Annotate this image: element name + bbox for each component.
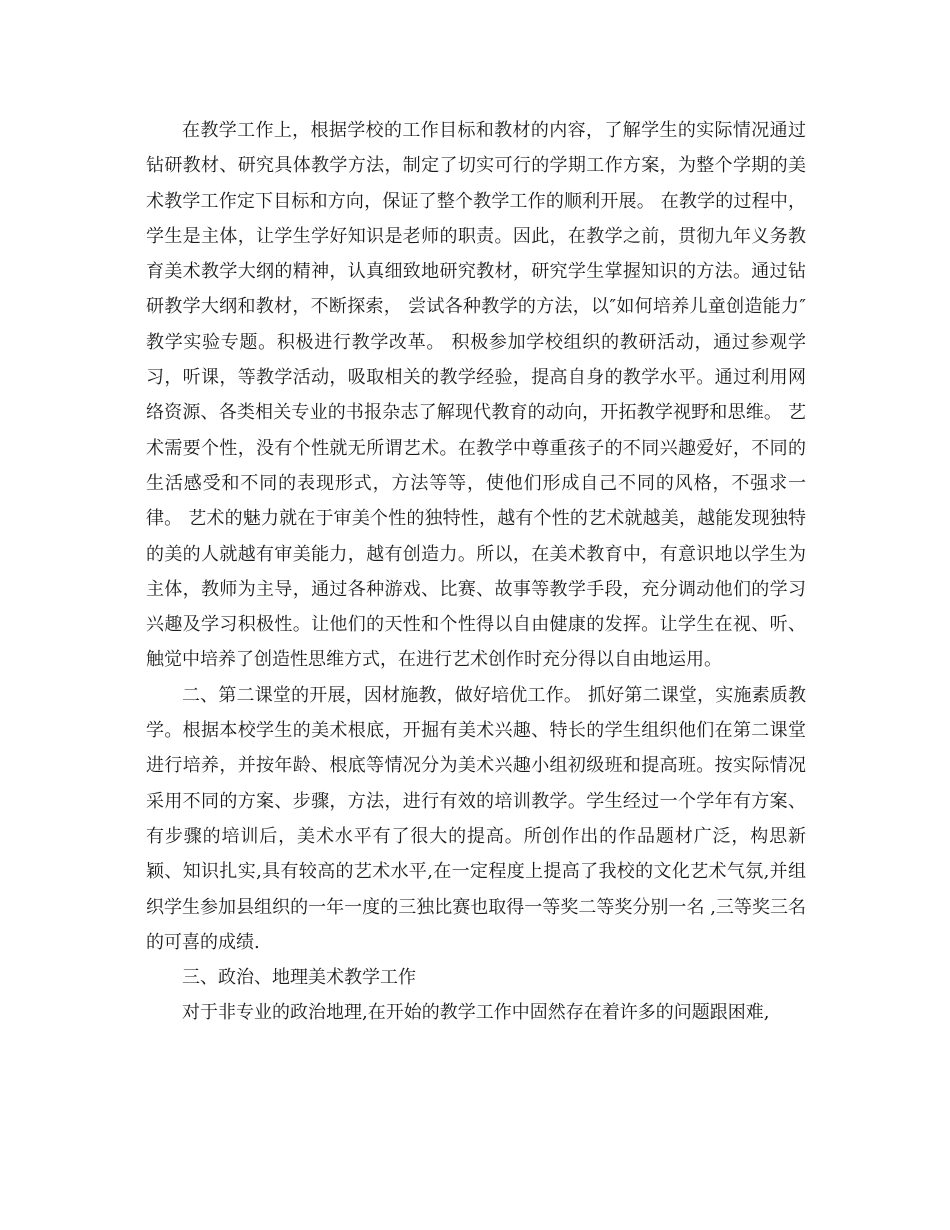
paragraph-teaching-work: 在教学工作上，根据学校的工作目标和教材的内容，了解学生的实际情况通过钻研教材、研究具体教学方法，制定了切实可行的学期工作方案，为整个学期的美术教学工作定下目标和方向，保证了整个教学工作的顺利开展。 在教学的过程中，学生是主体，让学生学好知识是老师的职责。因此，在教学之前，贯彻九年义务教育美术教学大纲的精神，认真细致地研究教材，研究学生掌握知识的方法。通过钻研教学大纲和教材，不断探索， 尝试各种教学的方法，以″如何培养儿童创造能力″教学实验专题。积极进行教学改革。 积极参加学校组织的教研活动，通过参观学习，听课，等教学活动，吸取相关的教学经验，提高自身的教学水平。通过利用网络资源、各类相关专业的书报杂志了解现代教育的动向，开拓教学视野和思维。 艺术需要个性，没有个性就无所谓艺术。在教学中尊重孩子的不同兴趣爱好，不同的生活感受和不同的表现形式，方法等等，使他们形成自己不同的风格，不强求一律。 艺术的魅力就在于审美个性的独特性，越有个性的艺术就越美，越能发现独特的美的人就越有审美能力，越有创造力。所以，在美术教育中，有意识地以学生为主体，教师为主导，通过各种游戏、比赛、故事等教学手段，充分调动他们的学习兴趣及学习积极性。让他们的天性和个性得以自由健康的发挥。让学生在视、听、触觉中培养了创造性思维方式，在进行艺术创作时充分得以自由地运用。 [146,120,806,671]
document-body [146,113,806,1031]
paragraph-second-classroom: 二、第二课堂的开展，因材施教，做好培优工作。 抓好第二课堂，实施素质教学。根据本校学生的美术根底，开掘有美术兴趣、特长的学生组织他们在第二课堂进行培养，并按年龄、根底等情况分为美术兴趣小组初级班和提高班。按实际情况采用不同的方案、步骤，方法，进行有效的培训教学。学生经过一个学年有方案、有步骤的培训后，美术水平有了很大的提高。所创作出的作品题材广泛，构思新颖、知识扎实,具有较高的艺术水平,在一定程度上提高了我校的文化艺术气氛,并组织学生参加县组织的一年一度的三独比赛也取得一等奖二等奖分别一名 ,三等奖三名的可喜的成绩. [146,684,806,953]
paragraph-politics-geography: 对于非专业的政治地理,在开始的教学工作中固然存在着许多的问题跟困难, [182,1002,770,1024]
section-heading-politics-geography: 三、政治、地理美术教学工作 [182,967,416,989]
